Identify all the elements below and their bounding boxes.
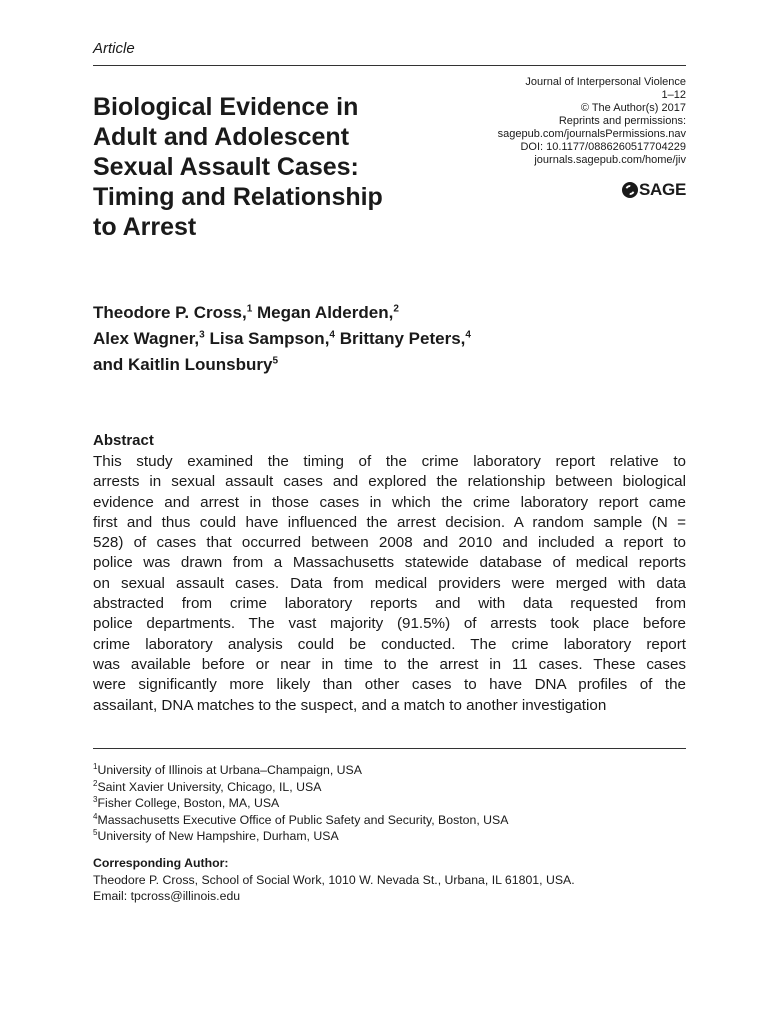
corresponding-author: [93, 855, 686, 905]
journal-name: Journal of Interpersonal Violence: [525, 76, 686, 88]
permissions-link[interactable]: sagepub.com/journalsPermissions.nav: [497, 128, 686, 140]
abstract-line: assailant, DNA matches to the suspect, and a match to another investigation: [93, 696, 607, 714]
abstract-heading: Abstract: [93, 432, 154, 449]
author-name: Lisa Sampson,: [209, 329, 330, 348]
author-line: [93, 326, 653, 352]
author-affil-ref: 3: [199, 329, 205, 341]
author-affil-ref: 1: [246, 303, 253, 315]
abstract-line: arrests in sexual assault cases and explored the relationship between biological: [93, 473, 686, 491]
affil-text: University of Illinois at Urbana–Champaign, USA: [97, 763, 362, 777]
author-name: Alex Wagner,: [93, 329, 200, 348]
author-list: [93, 300, 653, 378]
abstract-line: were significantly more likely than other cases to have DNA profiles of the: [93, 676, 686, 694]
author-affil-ref: 4: [465, 329, 471, 341]
reprints-label: Reprints and permissions:: [558, 115, 686, 127]
affil-text: Massachusetts Executive Office of Public Safety and Security, Boston, USA: [97, 812, 509, 827]
sage-s-icon: [622, 182, 638, 198]
abstract-line: 528) of cases that occurred between 2008 and 2010 and included a report to: [93, 534, 686, 552]
author-affil-ref: 2: [393, 303, 399, 315]
journal-info: [426, 76, 686, 167]
abstract-line: on sexual assault cases. Data from medical providers were merged with data: [93, 574, 686, 592]
title-line: to Arrest: [93, 213, 197, 241]
affiliation-list: [93, 762, 686, 845]
affiliation-item: [93, 762, 686, 779]
corresponding-address: Theodore P. Cross, School of Social Work, 1010 W. Nevada St., Urbana, IL 61801, USA.: [93, 872, 575, 887]
corresponding-email[interactable]: Email: tpcross@illinois.edu: [93, 889, 241, 903]
abstract-line: evidence and arrest in those cases in which the crime laboratory report came: [93, 493, 686, 511]
title-line: Timing and Relationship: [93, 183, 383, 211]
article-title: [93, 92, 463, 242]
abstract-line: This study examined the timing of the crime laboratory report relative to: [93, 453, 686, 470]
affil-number: 5: [93, 827, 98, 837]
journal-home-link[interactable]: journals.sagepub.com/home/jiv: [534, 154, 686, 166]
affiliation-item: [93, 828, 686, 845]
author-line: [93, 352, 653, 378]
article-type-label: Article: [93, 40, 135, 57]
affil-text: University of New Hampshire, Durham, USA: [97, 829, 339, 843]
page-range: 1–12: [661, 89, 686, 101]
affil-text: Saint Xavier University, Chicago, IL, USA: [97, 779, 322, 794]
author-name: Theodore P. Cross,: [93, 303, 247, 322]
affiliation-item: [93, 812, 686, 829]
affil-number: 1: [93, 761, 98, 771]
abstract-body: [93, 452, 686, 716]
affil-number: 4: [93, 811, 98, 821]
affil-number: 3: [93, 794, 98, 804]
affiliation-item: [93, 779, 686, 796]
abstract-line: first and thus could have influenced the arrest decision. A random sample (N =: [93, 513, 686, 531]
abstract-line: abstracted from crime laboratory reports and with data requested from: [93, 595, 686, 613]
abstract-line: police departments. The vast majority (91.5%) of arrests took place before: [93, 615, 686, 633]
affil-number: 2: [93, 778, 98, 788]
title-line: Sexual Assault Cases:: [93, 153, 359, 181]
abstract-line: crime laboratory analysis could be conducted. The crime laboratory report: [93, 635, 686, 653]
author-affil-ref: 4: [329, 329, 335, 341]
abstract-line: was available before or near in time to the arrest in 11 cases. These cases: [93, 655, 686, 673]
title-line: Adult and Adolescent: [93, 123, 350, 151]
abstract-line: police was drawn from a Massachusetts statewide database of medical reports: [93, 554, 686, 572]
affil-text: Fisher College, Boston, MA, USA: [97, 796, 280, 810]
doi[interactable]: DOI: 10.1177/0886260517704229: [520, 141, 686, 153]
title-line: Biological Evidence in: [93, 93, 359, 121]
footnote-rule: [93, 748, 686, 749]
copyright: © The Author(s) 2017: [580, 102, 686, 114]
sage-wordmark: SAGE: [639, 180, 686, 199]
author-affil-ref: 5: [272, 355, 279, 367]
sage-logo: [622, 180, 686, 200]
affiliation-item: [93, 795, 686, 812]
author-name: and Kaitlin Lounsbury: [93, 355, 273, 374]
author-name: Brittany Peters,: [339, 329, 466, 348]
header-rule: [93, 65, 686, 66]
author-line: [93, 300, 653, 326]
corresponding-heading: Corresponding Author:: [93, 856, 229, 870]
author-name: Megan Alderden,: [256, 303, 394, 322]
